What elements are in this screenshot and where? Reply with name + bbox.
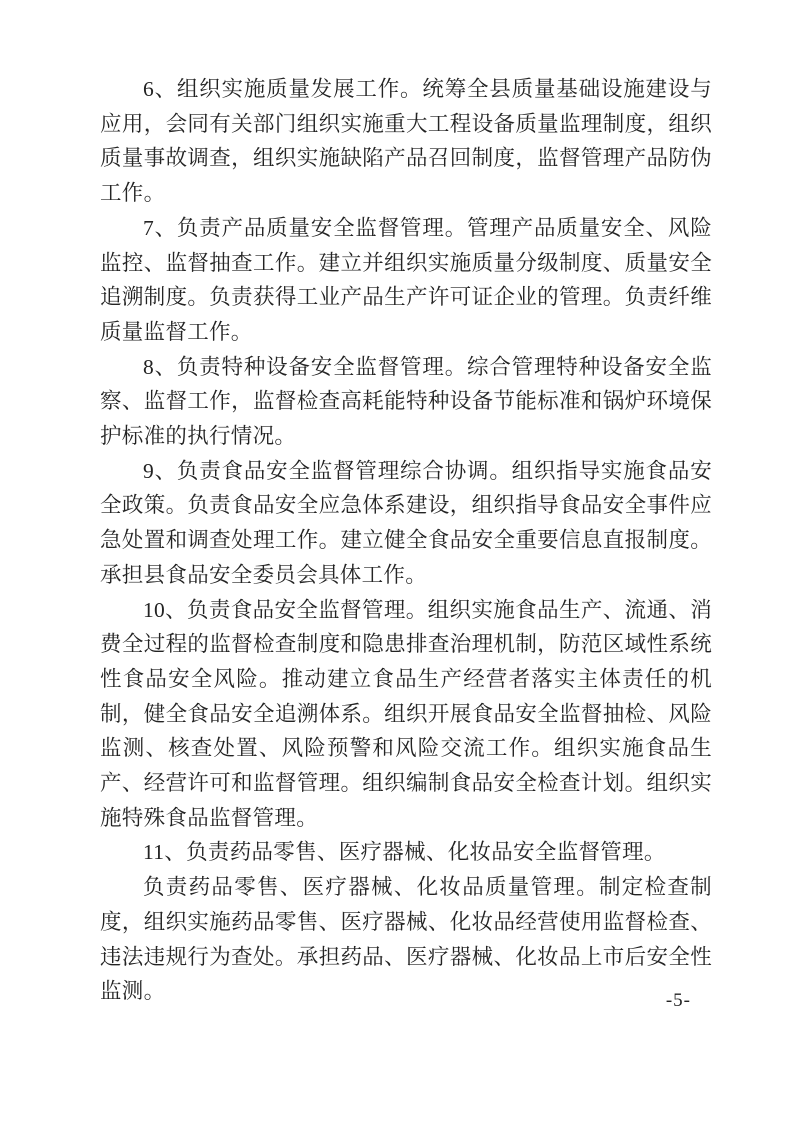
- paragraph-item-11: 11、负责药品零售、医疗器械、化妆品安全监督管理。: [143, 840, 666, 865]
- paragraph-item-11-detail: 负责药品零售、医疗器械、化妆品质量管理。制定检查制度，组织实施药品零售、医疗器械、化妆品经营使用监督检查、违法违规行为查处。承担药品、医疗器械、化妆品上市后安全性监测。: [100, 875, 712, 1004]
- page-number: -5-: [665, 990, 691, 1011]
- paragraph-item-9: 9、负责食品安全监督管理综合协调。组织指导实施食品安全政策。负责食品安全应急体系建设，组织指导食品安全事件应急处置和调查处理工作。建立健全食品安全重要信息直报制度。承担县食品安全委员会具体工作。: [100, 458, 712, 587]
- paragraph-item-7: 7、负责产品质量安全监督管理。管理产品质量安全、风险监控、监督抽查工作。建立并组织实施质量分级制度、质量安全追溯制度。负责获得工业产品生产许可证企业的管理。负责纤维质量监督工作。: [100, 215, 712, 344]
- paragraph-item-6: 6、组织实施质量发展工作。统筹全县质量基础设施建设与应用，会同有关部门组织实施重大工程设备质量监理制度，组织质量事故调查，组织实施缺陷产品召回制度，监督管理产品防伪工作。: [100, 77, 712, 206]
- document-body: [100, 72, 712, 1009]
- paragraph-item-10: 10、负责食品安全监督管理。组织实施食品生产、流通、消费全过程的监督检查制度和隐患排查治理机制，防范区域性系统性食品安全风险。推动建立食品生产经营者落实主体责任的机制，健全食品安全追溯体系。组织开展食品安全监督抽检、风险监测、核查处置、风险预警和风险交流工作。组织实施食品生产、经营许可和监督管理。组织编制食品安全检查计划。组织实施特殊食品监督管理。: [100, 597, 712, 830]
- paragraph-item-8: 8、负责特种设备安全监督管理。综合管理特种设备安全监察、监督工作，监督检查高耗能特种设备节能标准和锅炉环境保护标准的执行情况。: [100, 354, 712, 449]
